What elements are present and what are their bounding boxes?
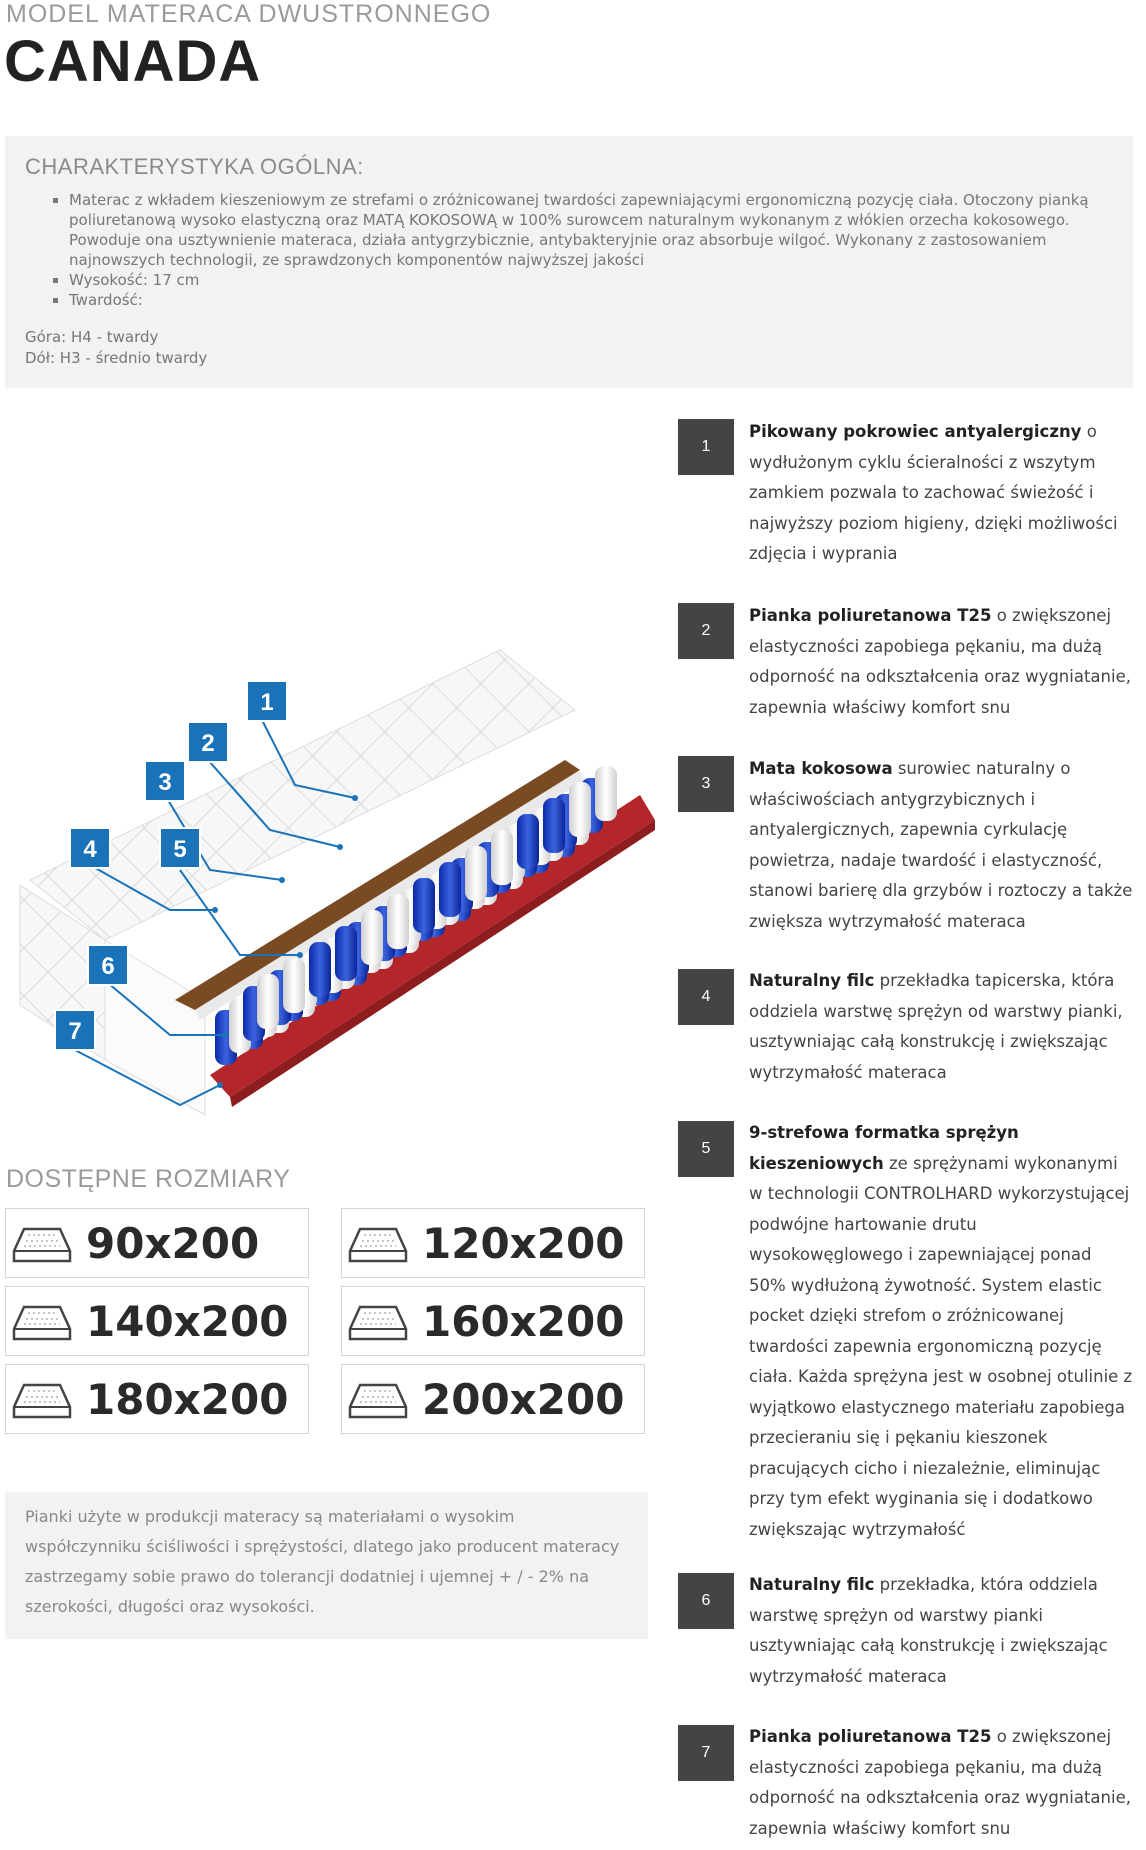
- size-label: 140x200: [86, 1297, 289, 1346]
- sizes-heading: DOSTĘPNE ROZMIARY: [6, 1165, 291, 1193]
- feature-title: Pikowany pokrowiec antyalergiczny: [749, 422, 1082, 441]
- feature-number-4: 4: [678, 969, 734, 1025]
- badge-7-label: 7: [68, 1018, 82, 1045]
- feature-text-2: [749, 601, 1133, 723]
- size-option-200x200[interactable]: [341, 1364, 645, 1434]
- spring-pocket: [361, 910, 383, 965]
- size-option-90x200[interactable]: [5, 1208, 309, 1278]
- badge-5-label: 5: [173, 836, 187, 863]
- feature-title: Naturalny filc: [749, 1575, 875, 1594]
- feature-description: przekładka, która oddziela warstwę sprężyn od warstwy pianki usztywniając całą konstrukcję i zwiększając wytrzymałość materaca: [749, 1575, 1108, 1686]
- spring-pocket: [283, 958, 305, 1013]
- size-label: 200x200: [422, 1375, 625, 1424]
- general-bullet: ▪ Wysokość: 17 cm: [69, 270, 1129, 290]
- feature-title: Pianka poliuretanowa T25: [749, 606, 992, 625]
- spring-pocket: [491, 830, 513, 885]
- feature-description: przekładka tapicerska, która oddziela warstwę sprężyn od warstwy pianki, usztywniając całą konstrukcję i zwiększając wytrzymałość materaca: [749, 971, 1123, 1082]
- feature-title: Naturalny filc: [749, 971, 875, 990]
- feature-text-1: [749, 417, 1133, 570]
- spring-pocket: [569, 782, 591, 837]
- feature-text-4: [749, 966, 1133, 1088]
- product-title: CANADA: [4, 29, 262, 94]
- mattress-cross-section-illustration: [0, 635, 660, 1140]
- general-characteristics-panel: [5, 136, 1133, 388]
- mattress-icon: [12, 1225, 72, 1265]
- hardness-bottom: Dół: H3 - średnio twardy: [25, 349, 208, 367]
- badge-4-label: 4: [83, 836, 97, 863]
- feature-text-6: [749, 1570, 1133, 1692]
- feature-title: 9-strefowa formatka sprężyn kieszeniowych: [749, 1123, 1019, 1173]
- feature-number-1: 1: [678, 419, 734, 475]
- hardness-top: Góra: H4 - twardy: [25, 328, 159, 346]
- feature-text-7: [749, 1722, 1133, 1844]
- spring-pocket: [595, 766, 617, 821]
- badge-3-label: 3: [158, 769, 172, 796]
- spring-pocket: [387, 894, 409, 949]
- badge-6-label: 6: [101, 953, 115, 980]
- general-bullet: ▪ Twardość:: [69, 290, 1129, 310]
- tolerance-note: [5, 1492, 648, 1639]
- general-heading: CHARAKTERYSTYKA OGÓLNA:: [25, 154, 364, 179]
- model-subtitle: MODEL MATERACA DWUSTRONNEGO: [6, 0, 492, 28]
- badge-1-label: 1: [260, 689, 274, 716]
- badge-2-label: 2: [201, 730, 215, 757]
- general-list: [45, 190, 1129, 310]
- size-label: 180x200: [86, 1375, 289, 1424]
- feature-text-5: [749, 1118, 1133, 1545]
- size-label: 120x200: [422, 1219, 625, 1268]
- size-option-180x200[interactable]: [5, 1364, 309, 1434]
- feature-text-3: [749, 754, 1133, 937]
- feature-description: ze sprężynami wykonanymi w technologii CONTROLHARD wykorzystującej podwójne hartowanie drutu wysokowęglowego i zapewniającej ponad 50% wydłużoną żywotność. System elastic pocket dzięki strefom o zróżnicowanej twardości zapewnia ergonomiczną pozycję ciała. Każda sprężyna jest w osobnej otulinie z wyjątkowo elastycznego materiału zapobiega przecieraniu się i pękaniu kieszonek pracujących cicho i niezależnie, eliminując przy tym efekt wyginania się i dodatkowo zwiększając wytrzymałość: [749, 1153, 1133, 1539]
- size-option-120x200[interactable]: [341, 1208, 645, 1278]
- spring-pocket: [413, 878, 435, 933]
- feature-number-7: 7: [678, 1725, 734, 1781]
- feature-number-6: 6: [678, 1573, 734, 1629]
- feature-number-3: 3: [678, 756, 734, 812]
- size-option-160x200[interactable]: [341, 1286, 645, 1356]
- general-bullet: ▪ Materac z wkładem kieszeniowym ze strefami o zróżnicowanej twardości zapewniającymi ergonomiczną pozycję ciała. Otoczony pianką poliuretanową wysoko elastyczną oraz MATĄ KOKOSOWĄ w 100% surowcem naturalnym wykonanym z włókien orzecha kokosowego. Powoduje ona usztywnienie materaca, działa antygrzybicznie, antybakteryjnie oraz absorbuje wilgoć. Wykonany z zastosowaniem najnowszych technologii, ze sprawdzonych komponentów najwyższej jakości: [69, 190, 1129, 270]
- hardness-info: [25, 327, 207, 369]
- spring-pocket: [309, 942, 331, 997]
- mattress-icon: [348, 1381, 408, 1421]
- mattress-icon: [12, 1381, 72, 1421]
- feature-description: o zwiększonej elastyczności zapobiega pękaniu, ma dużą odporność na odkształcenia oraz wygniatanie, zapewnia właściwy komfort snu: [749, 606, 1131, 717]
- spring-pocket: [543, 798, 565, 853]
- spring-pocket: [257, 974, 279, 1029]
- spring-pocket: [439, 862, 461, 917]
- feature-number-5: 5: [678, 1121, 734, 1177]
- spring-pocket: [517, 814, 539, 869]
- feature-number-2: 2: [678, 603, 734, 659]
- size-label: 90x200: [86, 1219, 260, 1268]
- size-option-140x200[interactable]: [5, 1286, 309, 1356]
- tolerance-note-text: Pianki użyte w produkcji materacy są materiałami o wysokim współczynniku ściśliwości i sprężystości, dlatego jako producent materacy zastrzegamy sobie prawo do tolerancji dodatniej i ujemnej + / - 2% na szerokości, długości oraz wysokości.: [25, 1507, 620, 1616]
- feature-description: surowiec naturalny o właściwościach antygrzybicznych i antyalergicznych, zapewnia cyrkulację powietrza, nadaje twardość i elastyczność, stanowi barierę dla grzybów i roztoczy a także zwiększa wytrzymałość materaca: [749, 759, 1133, 931]
- mattress-icon: [12, 1303, 72, 1343]
- size-label: 160x200: [422, 1297, 625, 1346]
- feature-title: Pianka poliuretanowa T25: [749, 1727, 992, 1746]
- feature-description: o wydłużonym cyklu ścieralności z wszytym zamkiem pozwala to zachować świeżość i najwyższy poziom higieny, dzięki możliwości zdjęcia i wyprania: [749, 422, 1118, 563]
- mattress-icon: [348, 1303, 408, 1343]
- mattress-icon: [348, 1225, 408, 1265]
- spring-pocket: [465, 846, 487, 901]
- feature-description: o zwiększonej elastyczności zapobiega pękaniu, ma dużą odporność na odkształcenia oraz wygniatanie, zapewnia właściwy komfort snu: [749, 1727, 1131, 1838]
- feature-title: Mata kokosowa: [749, 759, 893, 778]
- spring-pocket: [335, 926, 357, 981]
